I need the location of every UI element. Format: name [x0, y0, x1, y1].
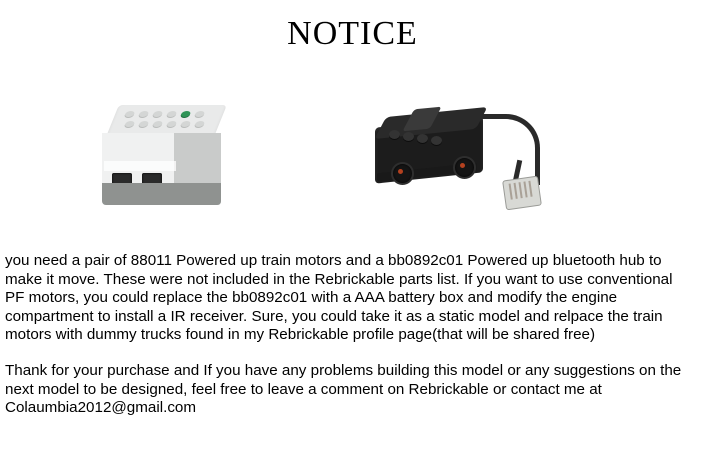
motor-connector-plug — [502, 176, 542, 211]
hub-bottom-shadow — [102, 183, 221, 205]
stud — [138, 121, 149, 127]
hub-studs — [117, 109, 220, 135]
powered-up-train-motor-image — [365, 100, 555, 220]
product-images — [0, 90, 705, 230]
stud — [194, 111, 205, 117]
powered-up-bluetooth-hub-image — [100, 105, 235, 215]
stud — [124, 121, 135, 127]
motor-cable — [477, 114, 540, 185]
stud — [166, 111, 177, 117]
motor-wheel-front — [391, 162, 414, 185]
hub-green-button[interactable] — [180, 111, 191, 117]
motor-stud — [417, 134, 428, 143]
motor-stud — [431, 136, 442, 145]
motor-stud — [403, 132, 414, 141]
notice-paragraph-1: you need a pair of 88011 Powered up train motors and a bb0892c01 Powered up bluetooth hub to make it move. These were not included in the Rebrickable parts list. If you want to use conventional PF motors, you could replace the bb0892c01 with a AAA battery box and modify the engine compartment to install a IR receiver. Sure, you could take it as a static model and relpace the train motors with dummy trucks found in my Rebrickable profile page(that will be shared free) — [5, 252, 673, 344]
stud — [152, 111, 163, 117]
motor-wheel-rear — [453, 156, 476, 179]
notice-paragraph-2: Thank for your purchase and If you have any problems building this model or any suggestions on the next model to be designed, feel free to leave a comment on Rebrickable or contact me at Colaumbia2012@gmail.com — [5, 361, 682, 417]
stud — [194, 121, 205, 127]
stud — [124, 111, 135, 117]
notice-body — [5, 252, 695, 418]
stud — [152, 121, 163, 127]
page-title: NOTICE — [287, 15, 418, 52]
stud — [180, 121, 191, 127]
motor-stud — [389, 130, 400, 139]
stud — [138, 111, 149, 117]
stud — [166, 121, 177, 127]
hub-highlight — [104, 161, 176, 171]
